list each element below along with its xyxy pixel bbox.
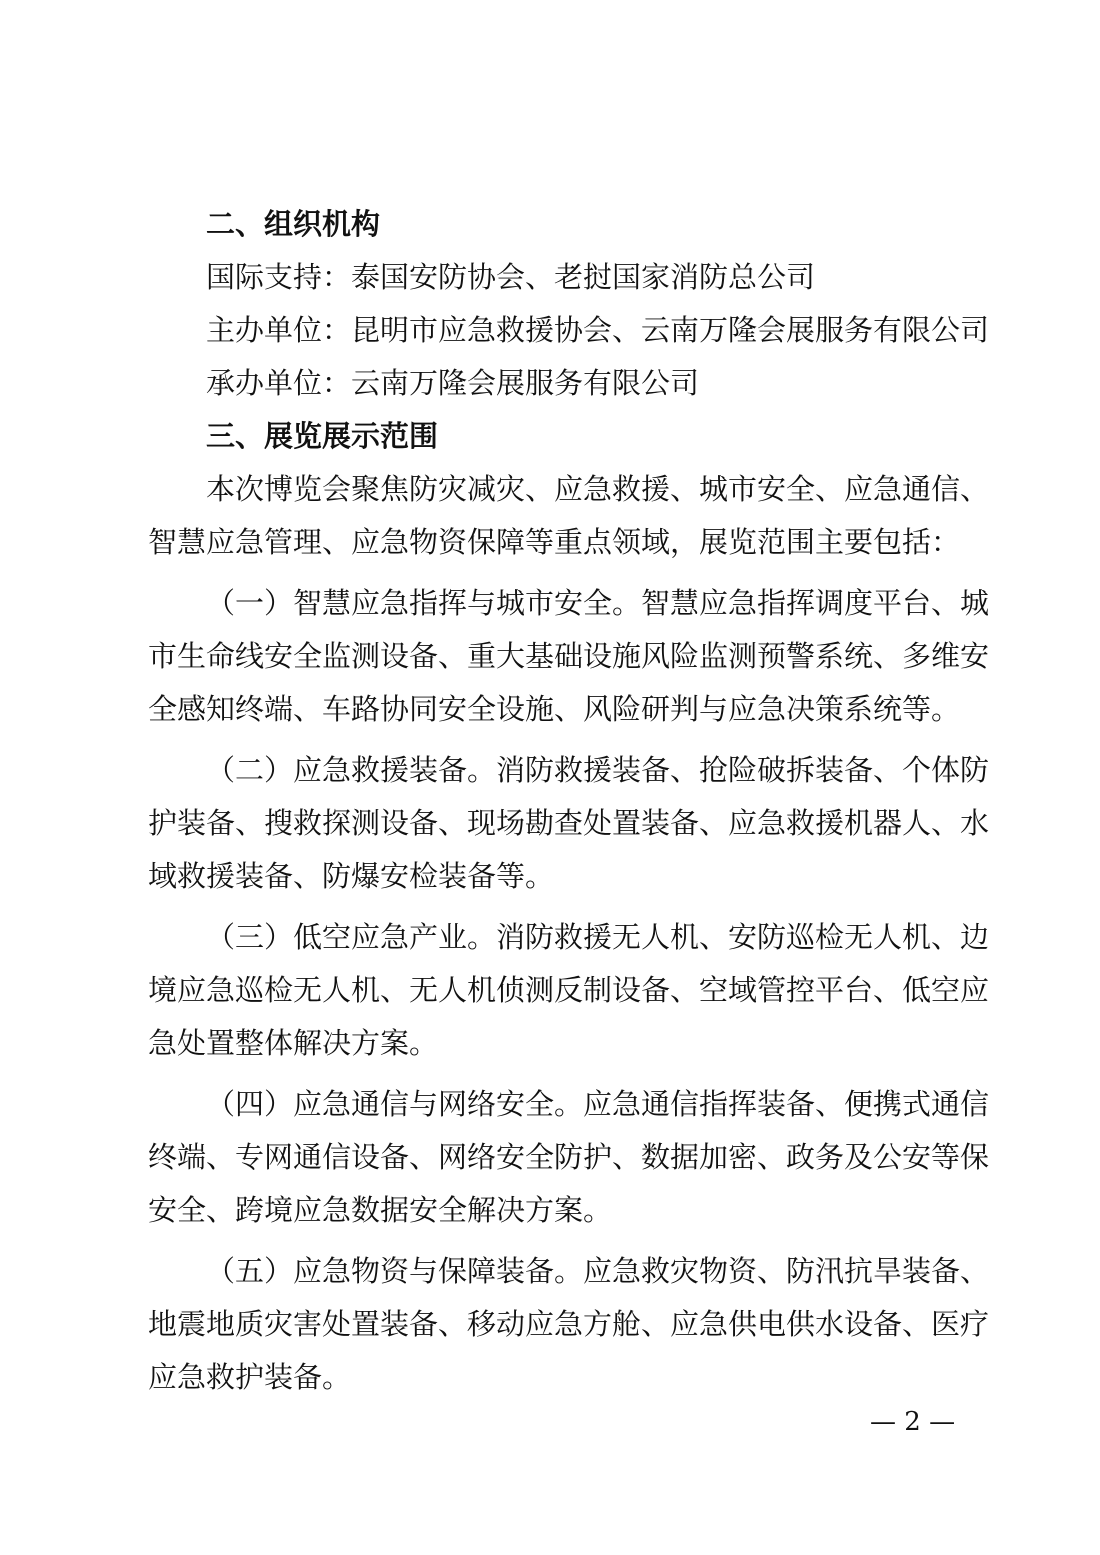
paragraph-line: （二）应急救援装备。消防救援装备、抢险破拆装备、个体防 bbox=[206, 753, 990, 787]
paragraph-gap bbox=[148, 736, 968, 744]
paragraph-gap bbox=[148, 1237, 968, 1245]
paragraph-line: 全感知终端、车路协同安全设施、风险研判与应急决策系统等。 bbox=[148, 692, 961, 726]
section-heading-organization: 二、组织机构 bbox=[206, 207, 381, 241]
paragraph-line: （一）智慧应急指挥与城市安全。智慧应急指挥调度平台、城 bbox=[206, 586, 990, 620]
paragraph-line: 急处置整体解决方案。 bbox=[148, 1026, 439, 1060]
scope-item-1 bbox=[148, 577, 990, 736]
paragraph-gap bbox=[148, 569, 968, 577]
section-heading-exhibition-scope: 三、展览展示范围 bbox=[206, 419, 439, 453]
organizer-line: 承办单位：云南万隆会展服务有限公司 bbox=[206, 366, 700, 400]
paragraph-line: 智慧应急管理、应急物资保障等重点领域，展览范围主要包括： bbox=[148, 525, 961, 559]
scope-item-2 bbox=[148, 744, 990, 903]
host-line: 主办单位：昆明市应急救援协会、云南万隆会展服务有限公司 bbox=[206, 313, 990, 347]
page-number: — 2 — bbox=[870, 1407, 956, 1437]
document-body bbox=[148, 198, 990, 1404]
paragraph-line: 市生命线安全监测设备、重大基础设施风险监测预警系统、多维安 bbox=[148, 639, 990, 673]
scope-item-4 bbox=[148, 1078, 990, 1237]
paragraph-line: 域救援装备、防爆安检装备等。 bbox=[148, 859, 555, 893]
paragraph-line: 地震地质灾害处置装备、移动应急方舱、应急供电供水设备、医疗 bbox=[148, 1307, 990, 1341]
paragraph-line: 应急救护装备。 bbox=[148, 1360, 352, 1394]
paragraph-line: 境应急巡检无人机、无人机侦测反制设备、空域管控平台、低空应 bbox=[148, 973, 990, 1007]
paragraph-line: 护装备、搜救探测设备、现场勘查处置装备、应急救援机器人、水 bbox=[148, 806, 990, 840]
paragraph-line: （四）应急通信与网络安全。应急通信指挥装备、便携式通信 bbox=[206, 1087, 990, 1121]
intl-support-line: 国际支持：泰国安防协会、老挝国家消防总公司 bbox=[206, 260, 816, 294]
paragraph-line: （五）应急物资与保障装备。应急救灾物资、防汛抗旱装备、 bbox=[206, 1254, 990, 1288]
paragraph-line: 终端、专网通信设备、网络安全防护、数据加密、政务及公安等保 bbox=[148, 1140, 990, 1174]
scope-item-5 bbox=[148, 1245, 990, 1404]
intro-paragraph bbox=[148, 463, 990, 569]
paragraph-gap bbox=[148, 1070, 968, 1078]
paragraph-line: 安全、跨境应急数据安全解决方案。 bbox=[148, 1193, 613, 1227]
paragraph-gap bbox=[148, 903, 968, 911]
paragraph-line: （三）低空应急产业。消防救援无人机、安防巡检无人机、边 bbox=[206, 920, 990, 954]
scope-item-3 bbox=[148, 911, 990, 1070]
paragraph-line: 本次博览会聚焦防灾减灾、应急救援、城市安全、应急通信、 bbox=[206, 472, 990, 506]
